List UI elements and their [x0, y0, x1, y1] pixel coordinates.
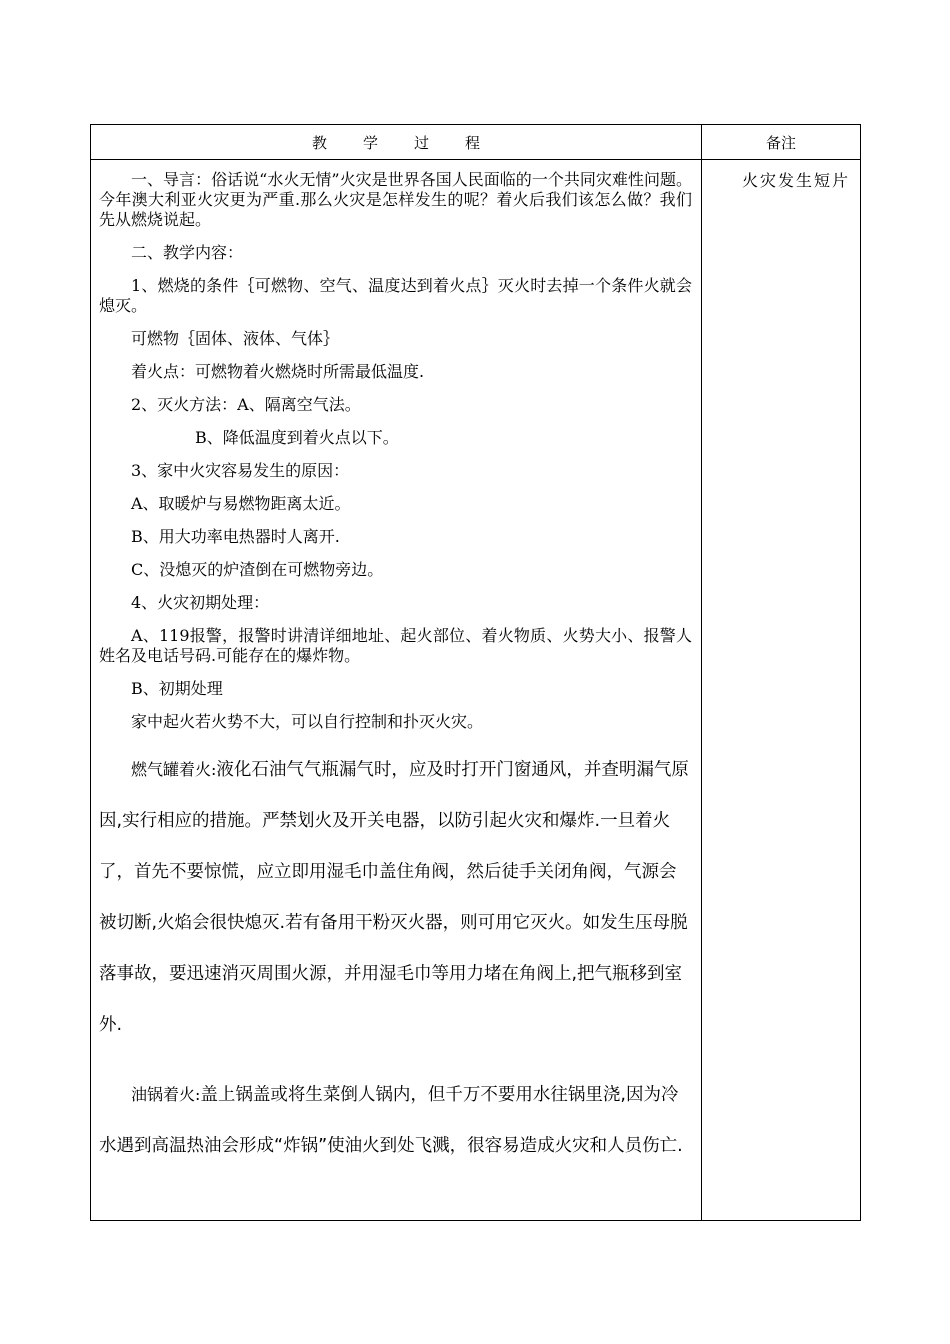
- gas-fire-body: 液化石油气气瓶漏气时，应及时打开门窗通风，并查明漏气原因,实行相应的措施。严禁划火及开关电器，以防引起火灾和爆炸.一旦着火了，首先不要惊慌，应立即用湿毛巾盖住角阀，然后徒手关闭角阀，气源会被切断,火焰会很快熄灭.若有备用干粉灭火器，则可用它灭火。如发生压母脱落事故，要迅速消灭周围火源，并用湿毛巾等用力堵在角阀上,把气瓶移到室外.: [99, 760, 689, 1035]
- item-4a: A、119报警，报警时讲清详细地址、起火部位、着火物质、火势大小、报警人姓名及电话号码.可能存在的爆炸物。: [99, 626, 692, 665]
- header-teaching-process: [91, 125, 702, 160]
- item-3c: C、没熄灭的炉渣倒在可燃物旁边。: [131, 560, 384, 579]
- header-notes: 备注: [702, 125, 861, 160]
- header-char: 学: [362, 133, 378, 152]
- item-3a: A、取暖炉与易燃物距离太近。: [131, 494, 351, 513]
- oil-fire-lead: 油锅着火:: [131, 1085, 201, 1104]
- oil-fire-paragraph: [99, 1069, 692, 1172]
- header-char: 过: [414, 133, 430, 152]
- header-char: 程: [465, 133, 481, 152]
- spacer: [99, 1051, 692, 1069]
- lesson-table: [90, 124, 861, 1221]
- gas-fire-paragraph: [99, 744, 692, 1051]
- item-1: 1、燃烧的条件｛可燃物、空气、温度达到着火点｝灭火时去掉一个条件火就会熄灭。: [99, 276, 692, 315]
- table-header-row: [91, 125, 861, 160]
- item-3b: B、用大功率电热器时人离开.: [131, 527, 340, 546]
- notes-cell: [702, 160, 861, 1221]
- teaching-process-cell: [91, 160, 702, 1221]
- note-text: 火灾发生短片: [742, 171, 851, 190]
- oil-fire-body: 盖上锅盖或将生菜倒人锅内，但千万不要用水往锅里浇,因为冷水遇到高温热油会形成“炸锅”使油火到处飞溅，很容易造成火灾和人员伤亡.: [99, 1085, 683, 1156]
- gas-fire-lead: 燃气罐着火:: [131, 760, 217, 779]
- item-4c: 家中起火若火势不大，可以自行控制和扑灭火灾。: [131, 712, 484, 731]
- item-4b: B、初期处理: [131, 679, 223, 698]
- item-2: 2、灭火方法：A、隔离空气法。: [131, 395, 361, 414]
- item-1a: 可燃物｛固体、液体、气体｝: [131, 329, 340, 348]
- item-4: 4、火灾初期处理：: [131, 593, 270, 612]
- item-3: 3、家中火灾容易发生的原因：: [131, 461, 350, 480]
- item-2b: B、降低温度到着火点以下。: [195, 428, 399, 447]
- content-row: [91, 160, 861, 1221]
- header-char: 教: [311, 133, 327, 152]
- section-heading: 二、教学内容：: [131, 243, 244, 262]
- intro-paragraph: 一、导言：俗话说“水火无情”火灾是世界各国人民面临的一个共同灾难性问题。今年澳大利亚火灾更为严重.那么火灾是怎样发生的呢？着火后我们该怎么做？我们先从燃烧说起。: [99, 170, 692, 229]
- item-1b: 着火点：可燃物着火燃烧时所需最低温度.: [131, 362, 425, 381]
